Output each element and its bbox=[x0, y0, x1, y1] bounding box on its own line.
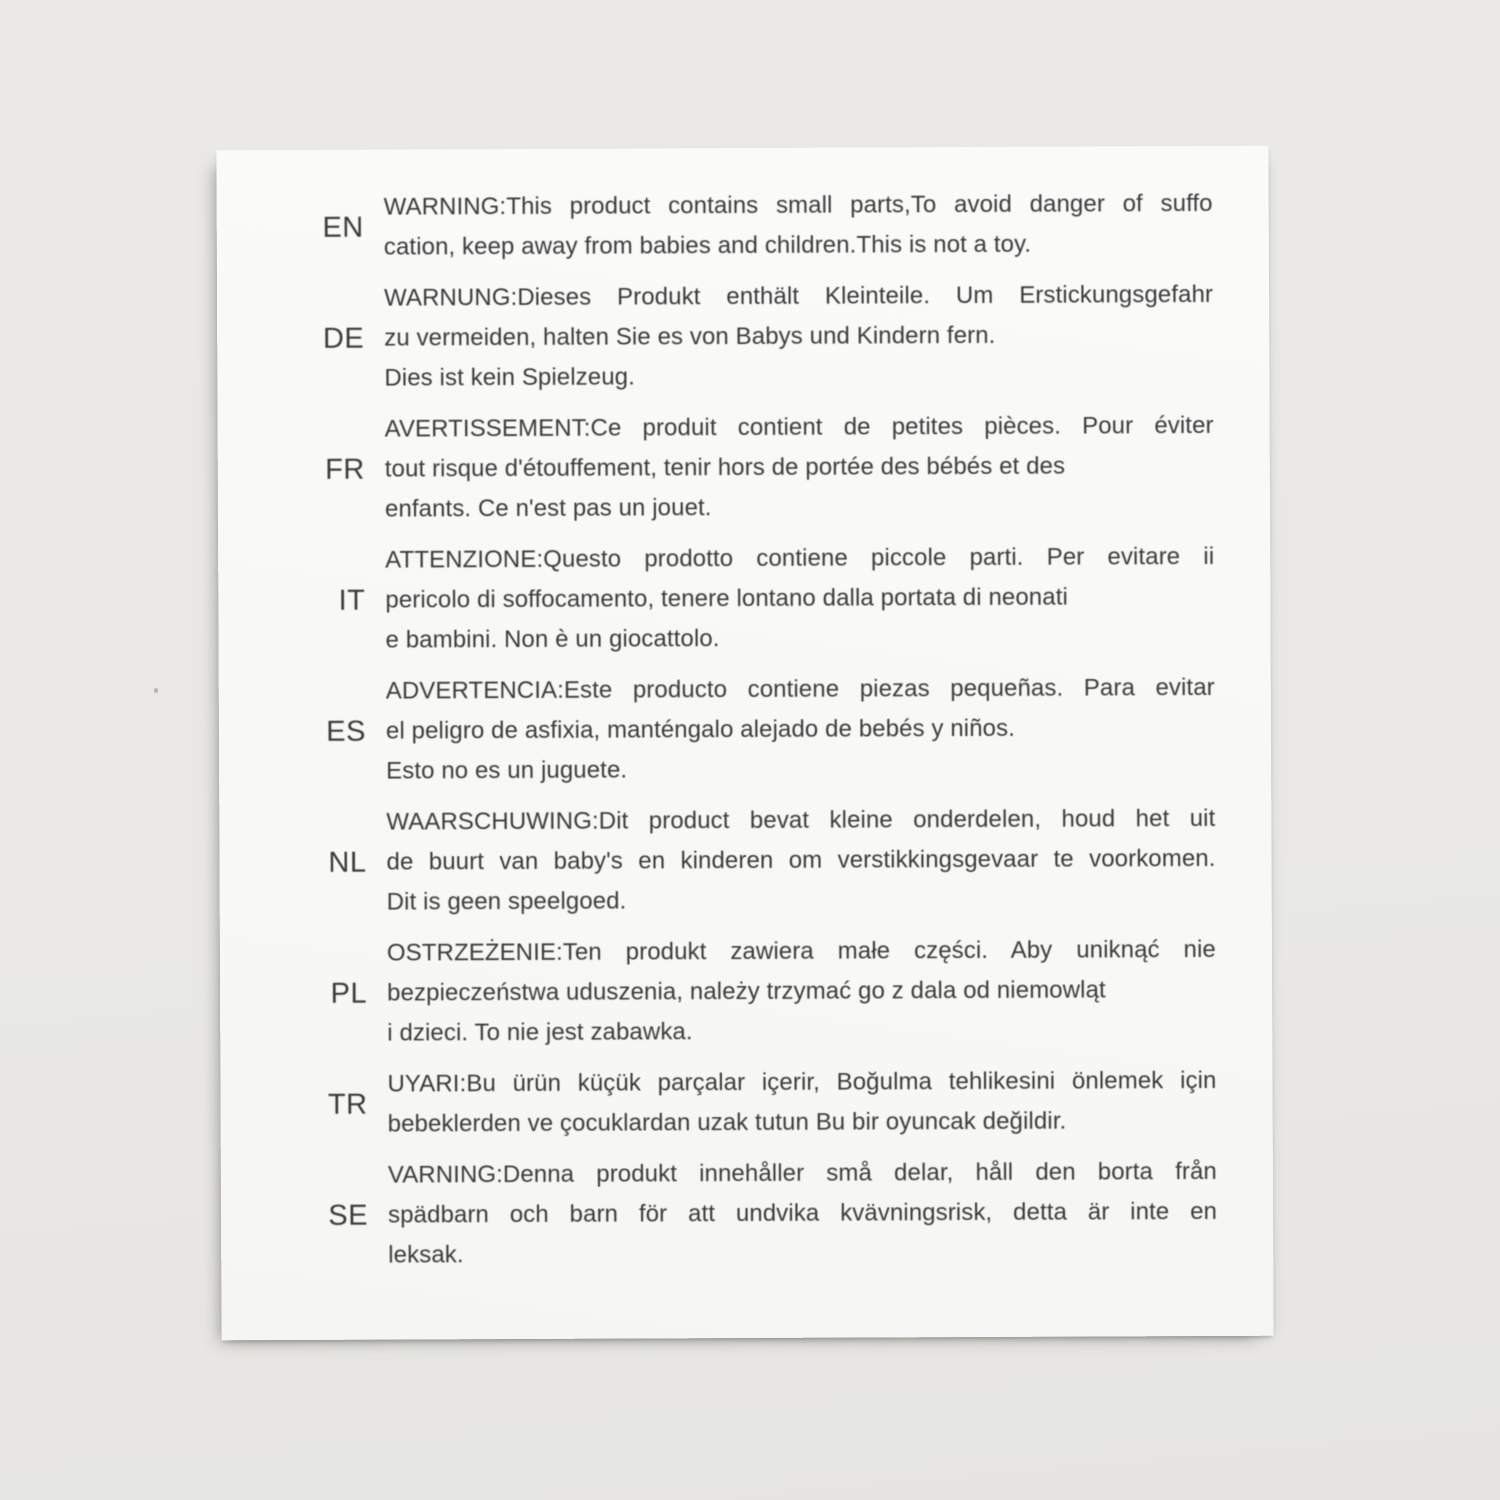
warning-line: zu vermeiden, halten Sie es von Babys und Kindern fern. bbox=[384, 321, 996, 352]
warning-section-nl bbox=[219, 799, 1272, 924]
warning-line: i dzieci. To nie jest zabawka. bbox=[387, 1018, 693, 1047]
warning-line: pericolo di soffocamento, tenere lontano dalla portata di neonati bbox=[385, 583, 1068, 614]
warning-section-fr bbox=[218, 406, 1271, 531]
warning-section-en bbox=[217, 184, 1269, 269]
warning-line: WARNING:This product contains small parts,To avoid danger of suffo bbox=[383, 189, 1213, 221]
language-code-pl: PL bbox=[330, 977, 368, 1010]
warning-line: WARNUNG:Dieses Produkt enthält Kleinteile. Um Erstickungsgefahr bbox=[383, 280, 1214, 312]
language-code-nl: NL bbox=[328, 846, 367, 879]
warning-line: cation, keep away from babies and children.This is not a toy. bbox=[383, 230, 1032, 261]
warning-line: tout risque d'étouffement, tenir hors de portée des bébés et des bbox=[384, 452, 1066, 483]
warning-section-tr bbox=[220, 1061, 1272, 1146]
warning-section-se bbox=[221, 1152, 1274, 1277]
warning-line: el peligro de asfixia, manténgalo alejado de bebés y niños. bbox=[385, 714, 1015, 745]
language-code-es: ES bbox=[326, 715, 367, 748]
warning-line: e bambini. Non è un giocattolo. bbox=[385, 625, 720, 654]
warning-line: bebeklerden ve çocuklardan uzak tutun Bu bir oyuncak değildir. bbox=[387, 1107, 1067, 1138]
warning-line: ATTENZIONE:Questo prodotto contiene piccole parti. Per evitare ii bbox=[385, 542, 1215, 574]
warning-section-es bbox=[219, 668, 1272, 793]
background-speck bbox=[154, 688, 158, 693]
warning-line: de buurt van baby's en kinderen om verstikkingsgevaar te voorkomen. bbox=[386, 844, 1216, 876]
warning-section-pl bbox=[220, 930, 1273, 1055]
warning-section-it bbox=[218, 537, 1271, 662]
warning-line: ADVERTENCIA:Este producto contiene piezas pequeñas. Para evitar bbox=[385, 673, 1215, 705]
warning-line: UYARI:Bu ürün küçük parçalar içerir, Boğulma tehlikesini önlemek için bbox=[387, 1066, 1217, 1098]
warning-line: Dies ist kein Spielzeug. bbox=[384, 363, 635, 392]
language-code-fr: FR bbox=[325, 453, 365, 486]
warning-line: VARNING:Denna produkt innehåller små delar, håll den borta från bbox=[387, 1157, 1217, 1189]
warning-line: AVERTISSEMENT:Ce produit contient de petites pièces. Pour éviter bbox=[384, 411, 1214, 443]
language-code-en: EN bbox=[322, 211, 364, 244]
warning-line: WAARSCHUWING:Dit product bevat kleine onderdelen, houd het uit bbox=[386, 804, 1216, 836]
warning-line: OSTRZEŻENIE:Ten produkt zawiera małe części. Aby uniknąć nie bbox=[386, 935, 1216, 967]
warning-line: enfants. Ce n'est pas un jouet. bbox=[384, 494, 712, 523]
warning-line: spädbarn och barn för att undvika kvävningsrisk, detta är inte en bbox=[387, 1197, 1218, 1229]
language-code-it: IT bbox=[338, 584, 366, 617]
language-code-se: SE bbox=[328, 1199, 369, 1232]
warning-line: leksak. bbox=[388, 1241, 464, 1269]
warning-line: Dit is geen speelgoed. bbox=[386, 887, 627, 916]
language-code-tr: TR bbox=[327, 1088, 368, 1121]
warning-label-paper bbox=[216, 146, 1273, 1341]
warning-line: Esto no es un juguete. bbox=[386, 756, 628, 785]
language-code-de: DE bbox=[322, 322, 365, 355]
warning-section-de bbox=[217, 275, 1270, 400]
warning-label-content bbox=[217, 184, 1274, 1277]
warning-line: bezpieczeństwa uduszenia, należy trzymać go z dala od niemowląt bbox=[387, 976, 1106, 1007]
